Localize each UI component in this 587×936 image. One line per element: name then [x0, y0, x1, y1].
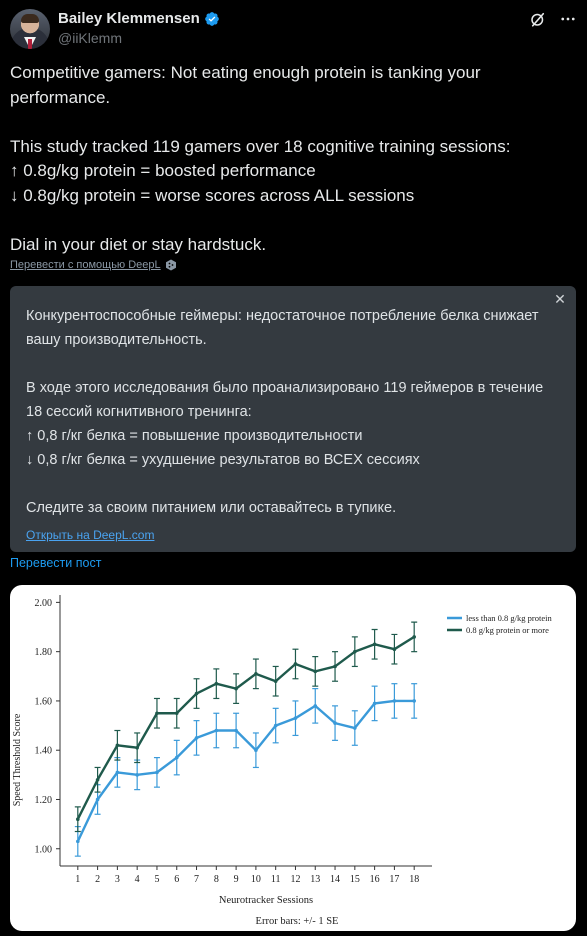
data-point	[195, 692, 199, 696]
data-point	[353, 650, 357, 654]
data-point	[116, 771, 120, 775]
translate-post-button[interactable]: Перевести пост	[10, 556, 102, 570]
post-line: Dial in your diet or stay hardstuck.	[10, 234, 267, 254]
legend-label: 0.8 g/kg protein or more	[466, 625, 549, 635]
data-point	[274, 724, 278, 728]
translation-text	[26, 304, 556, 520]
translation-line: Конкурентоспособные геймеры: недостаточное потребление белка снижает вашу производительность.	[26, 308, 539, 348]
x-tick-label: 8	[213, 874, 219, 885]
x-tick-label: 10	[250, 874, 261, 885]
translate-with-deepl-label[interactable]: Перевести с помощью DeepL	[10, 259, 161, 271]
y-tick-label: 1.60	[34, 696, 52, 708]
data-point	[175, 756, 179, 760]
handle[interactable]: @iiKlemm	[58, 30, 122, 46]
data-point	[333, 665, 337, 669]
data-point	[412, 635, 416, 639]
x-tick-label: 13	[310, 874, 321, 885]
legend-label: less than 0.8 g/kg protein	[466, 613, 552, 623]
data-point	[294, 662, 298, 666]
data-point	[116, 743, 120, 747]
x-tick-label: 14	[330, 874, 341, 885]
y-tick-label: 2.00	[34, 597, 52, 609]
data-point	[373, 702, 377, 706]
data-point	[393, 699, 397, 703]
avatar[interactable]	[10, 9, 50, 49]
post-line: Competitive gamers: Not eating enough protein is tanking your performance.	[10, 63, 486, 107]
post-header	[10, 8, 577, 48]
series-line	[78, 637, 414, 819]
line-chart	[10, 585, 576, 931]
data-point	[76, 817, 80, 821]
x-tick-label: 4	[134, 874, 140, 885]
more-options-icon[interactable]	[559, 10, 577, 28]
data-point	[76, 840, 80, 844]
y-tick-label: 1.80	[34, 647, 52, 659]
chart-axes	[35, 595, 433, 885]
data-point	[333, 721, 337, 725]
data-point	[254, 748, 258, 752]
open-on-deepl-link[interactable]: Открыть на DeepL.com	[26, 528, 155, 542]
data-point	[155, 711, 159, 715]
data-point	[234, 687, 238, 691]
y-tick-label: 1.40	[34, 745, 52, 757]
data-point	[412, 699, 416, 703]
x-tick-label: 7	[194, 874, 200, 885]
series-high-protein	[75, 622, 417, 831]
data-point	[254, 672, 258, 676]
data-point	[96, 778, 100, 782]
data-point	[195, 736, 199, 740]
series-low-protein	[75, 684, 417, 856]
x-tick-label: 11	[270, 874, 281, 885]
name-row	[58, 10, 220, 27]
close-icon[interactable]: ✕	[554, 291, 566, 307]
chart-image[interactable]	[10, 585, 576, 931]
data-point	[215, 729, 219, 733]
chart-series	[75, 622, 417, 856]
x-tick-label: 16	[369, 874, 380, 885]
data-point	[274, 679, 278, 683]
post-text	[10, 61, 570, 257]
post-line: ↓ 0.8g/kg protein = worse scores across ALL sessions	[10, 185, 415, 205]
chart-footnote: Error bars: +/- 1 SE	[255, 916, 339, 927]
data-point	[313, 670, 317, 674]
translation-line: ↓ 0,8 г/кг белка = ухудшение результатов во ВСЕХ сессиях	[26, 452, 420, 468]
translation-line: В ходе этого исследования было проанализировано 119 геймеров в течение 18 сессий когнитивного тренинга:	[26, 380, 544, 420]
translate-with-deepl[interactable]	[10, 259, 177, 271]
data-point	[175, 711, 179, 715]
data-point	[353, 726, 357, 730]
data-point	[96, 798, 100, 802]
x-tick-label: 3	[114, 874, 120, 885]
x-tick-label: 18	[409, 874, 420, 885]
y-tick-label: 1.20	[34, 794, 52, 806]
deepl-icon	[165, 259, 177, 271]
chart-ylabel: Speed Threshold Score	[12, 713, 23, 807]
grok-icon[interactable]	[529, 10, 547, 28]
x-tick-label: 17	[389, 874, 400, 885]
data-point	[393, 647, 397, 651]
x-tick-label: 5	[154, 874, 160, 885]
post-line: ↑ 0.8g/kg protein = boosted performance	[10, 161, 316, 180]
translation-panel	[10, 286, 576, 552]
translation-line: ↑ 0,8 г/кг белка = повышение производительности	[26, 428, 363, 444]
data-point	[313, 704, 317, 708]
data-point	[234, 729, 238, 733]
chart-legend	[447, 613, 552, 635]
translation-line: Следите за своим питанием или оставайтесь в тупике.	[26, 500, 397, 516]
data-point	[135, 746, 139, 750]
chart-xlabel: Neurotracker Sessions	[218, 895, 314, 906]
verified-badge-icon	[204, 11, 220, 27]
y-tick-label: 1.00	[34, 844, 52, 856]
x-tick-label: 2	[95, 874, 101, 885]
display-name[interactable]: Bailey Klemmensen	[58, 10, 200, 27]
series-line	[78, 701, 414, 841]
data-point	[155, 771, 159, 775]
data-point	[135, 773, 139, 777]
x-tick-label: 15	[349, 874, 360, 885]
post-line: This study tracked 119 gamers over 18 cognitive training sessions:	[10, 136, 511, 156]
x-tick-label: 6	[174, 874, 180, 885]
data-point	[294, 716, 298, 720]
x-tick-label: 9	[233, 874, 239, 885]
x-tick-label: 1	[75, 874, 81, 885]
data-point	[373, 642, 377, 646]
x-tick-label: 12	[290, 874, 301, 885]
data-point	[215, 682, 219, 686]
